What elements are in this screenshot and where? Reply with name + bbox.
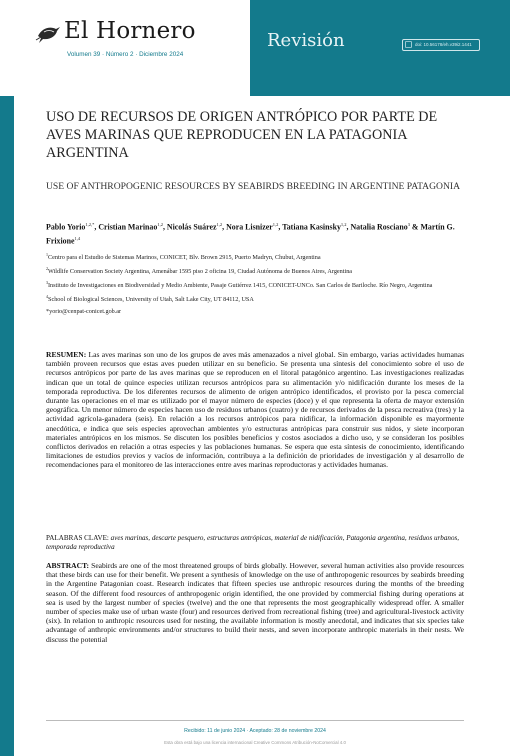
journal-header [0, 0, 510, 96]
hornero-bird-icon [34, 20, 62, 48]
affiliation-item [46, 251, 456, 263]
author-separator: , [278, 222, 283, 232]
affiliation-number: 4 [46, 293, 48, 299]
header-left-panel [0, 0, 250, 96]
left-accent-bar [0, 96, 14, 756]
author-name: Natalia Rosciano [350, 222, 408, 232]
affiliation-number: 3 [46, 279, 48, 285]
resumen-text: Las aves marinas son uno de los grupos de aves más amenazados a nivel global. Sin embargo, varias actividades humanas también proveen recursos que estas aves pueden utilizar en su beneficio. Se presenta una síntesis del conocimiento sobre el uso de recursos antrópicos por parte de las aves marinas que se reproducen en el litoral patagónico argentino. Las investigaciones realizadas indican que un total de quince especies utilizan recursos antrópicos para su alimentación y/o nidificación durante los meses de la temporada reproductiva. De los diferentes recursos de alimento de origen antrópico identificados, el provisto por la pesca comercial durante las operaciones en el mar es utilizado por el mayor número de especies (doce) y el que representa la oferta de mayor extensión geográfica. Un menor número de especies hacen uso de residuos urbanos (cuatro) y de recursos derivados de la pesca recreativa (tres) y la actividad agrícola-ganadera (seis). En relación a los recursos antrópicos para nidificar, la información disponible es mayormente anecdótica, e indica que seis especies aprovechan ambientes y/o estructuras antrópicas para construir sus nidos, y siete incorporan materiales antrópicos en los mismos. Se discuten los posibles beneficios y costos asociados a dicho uso, y se consideran los posibles conflictos derivados en relación a otras especies y las poblaciones humanas. Se espera que esta síntesis de conocimiento, identificando limitaciones de estudios previos y vacíos de información, contribuya a la definición de prioridades de investigación y al desarrollo de recomendaciones para el monitoreo de las interacciones entre aves marinas reproductoras y actividades humanas. [46, 350, 465, 470]
author-separator: , [346, 222, 351, 232]
author-affiliation-marker: 1,2 [272, 222, 279, 227]
corresponding-email[interactable]: *yorio@cenpat-conicet.gob.ar [46, 308, 122, 315]
author-affiliation-marker: 1,2 [340, 222, 347, 227]
affiliations [46, 251, 456, 306]
section-label: Revisión [267, 30, 345, 51]
header-right-panel [250, 0, 510, 96]
affiliation-text: Centro para el Estudio de Sistemas Marinos, CONICET, Blv. Brown 2915, Puerto Madryn, Chubut, Argentina [48, 254, 321, 262]
author-separator: , [162, 222, 167, 232]
license-notice[interactable]: Esta obra está bajo una licencia internacional Creative Commons Atribución-NoComercial 4.0 [164, 740, 346, 745]
affiliation-item [46, 293, 456, 305]
author-name: Pablo Yorio [46, 222, 86, 232]
author-affiliation-marker: 1,2 [216, 222, 223, 227]
article-title-spanish: USO DE RECURSOS DE ORIGEN ANTRÓPICO POR PARTE DE AVES MARINAS QUE REPRODUCEN EN LA PATAGONIA ARGENTINA [46, 109, 438, 161]
keywords-label: PALABRAS CLAVE: [46, 534, 109, 542]
author-affiliation-marker: 1,2 [157, 222, 163, 227]
affiliation-number: 1 [46, 252, 48, 257]
journal-volume-info: Volumen 39 · Número 2 · Diciembre 2024 [67, 51, 184, 58]
author-separator: , [222, 222, 227, 232]
author-affiliation-marker: 1,2,* [85, 222, 95, 227]
abstract-label: ABSTRACT: [46, 561, 90, 570]
author-separator: , [94, 222, 99, 232]
author-list [46, 219, 466, 246]
received-accepted-dates: Recibido: 11 de junio 2024 · Aceptado: 28 de noviembre 2024 [184, 728, 326, 734]
abstract-paragraph [46, 561, 464, 644]
journal-title: El Hornero [64, 18, 196, 44]
affiliation-number: 2 [46, 265, 48, 271]
author-name: Tatiana Kasinsky [282, 222, 341, 232]
abstract-text: Seabirds are one of the most threatened groups of birds globally. However, several human activities also provide resources that these birds can use for their benefit. We present a synthesis of knowledge on the use of anthropogenic resources by seabirds breeding in the Argentine Patagonian coast. Research indicates that fifteen species use anthropic resources during the months of the breeding season. Of the different food resources of anthropogenic origin identified, the one provided by commercial fishing during operations at sea is used by the largest number of species (twelve) and the one that represents the most geographically widespread offer. A smaller number of species make use of urban waste (four) and resources derived from recreational fishing (tree) and agricultural-livestock activity (six). In relation to anthropic resources used for nesting, the available information is mostly anecdotal, and indicates that six species take advantage of anthropic environments and/or structures to build their nests, and seven incorporate anthropic materials in their nests. We discuss the potential [46, 561, 464, 644]
author-name: Nicolás Suárez [166, 222, 217, 232]
author-affiliation-marker: 1,4 [74, 235, 81, 241]
author-affiliation-marker: 3 [407, 222, 410, 227]
resumen-paragraph [46, 350, 464, 470]
author-name: Nora Lisnizer [226, 222, 273, 232]
author-name: Martín G. Frixione [46, 222, 455, 246]
affiliation-text: Wildlife Conservation Society Argentina, Amenábar 1595 piso 2 oficina 19, Ciudad Autónoma de Buenos Aires, Argentina [48, 267, 353, 275]
doi-text: doi: 10.56178/eh.v39i2.1441 [415, 42, 472, 47]
footer-divider [46, 720, 464, 721]
affiliation-item [46, 279, 456, 291]
doi-link[interactable] [402, 39, 480, 51]
article-title-english: USE OF ANTHROPOGENIC RESOURCES BY SEABIRDS BREEDING IN ARGENTINE PATAGONIA [46, 181, 461, 192]
keywords-text: aves marinas, descarte pesquero, estructuras antrópicas, material de nidificación, Patagonia argentina, residuos urbanos, temporada reproductiva [46, 534, 460, 552]
doi-icon [405, 41, 412, 48]
affiliation-text: School of Biological Sciences, University of Utah, Salt Lake City, UT 84112, USA [48, 295, 254, 303]
keywords-paragraph [46, 534, 464, 552]
author-name: Cristian Marinao [98, 222, 158, 232]
author-separator: & [409, 222, 421, 232]
resumen-label: RESUMEN: [46, 350, 87, 359]
affiliation-item [46, 265, 456, 277]
affiliation-text: Instituto de Investigaciones en Biodiversidad y Medio Ambiente, Pasaje Gutiérrez 1415, CONICET-UNCo. San Carlos de Bariloche. Río Negro, Argentina [48, 281, 433, 289]
